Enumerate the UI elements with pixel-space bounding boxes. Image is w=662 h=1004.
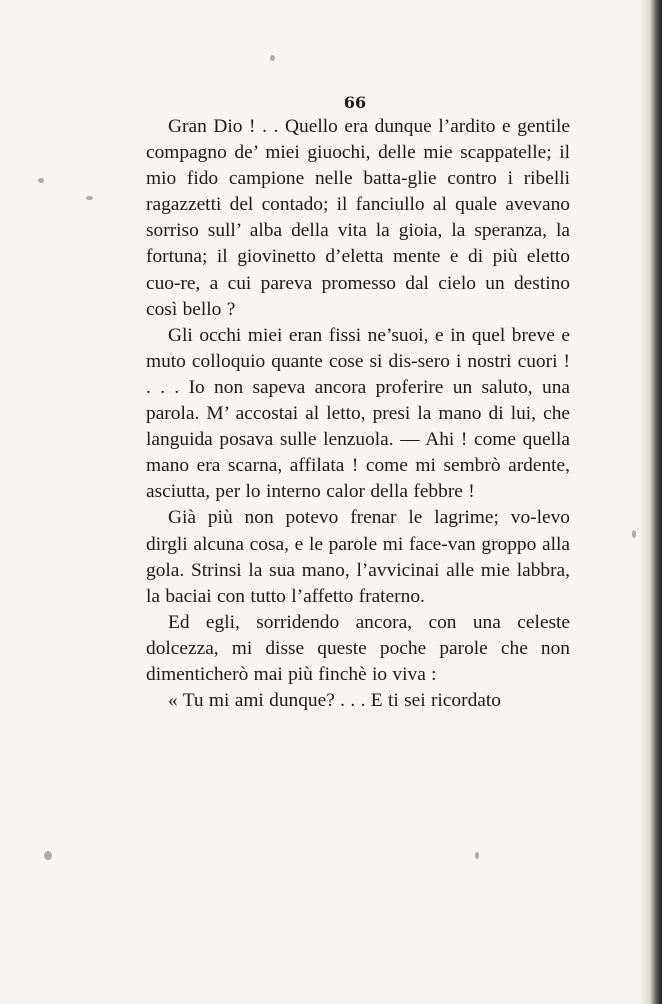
paper-speck <box>86 196 93 200</box>
page-number: 66 <box>343 93 367 112</box>
paragraph: Ed egli, sorridendo ancora, con una celeste dolcezza, mi disse queste poche parole che non dimenticherò mai più finchè io viva : <box>146 611 570 685</box>
paper-speck <box>475 852 479 859</box>
paper-speck <box>270 55 275 61</box>
paragraph: « Tu mi ami dunque? . . . E ti sei ricordato <box>168 690 501 712</box>
body-text <box>146 114 570 714</box>
paragraph: Già più non potevo frenar le lagrime; vo-levo dirgli alcuna cosa, e le parole mi face-van groppo alla gola. Strinsi la sua mano, l’avvicinai alle mie labbra, la baciai con tutto l’affetto fraterno. <box>146 507 570 607</box>
paper-speck <box>632 530 636 538</box>
paper-speck <box>44 851 52 860</box>
binding-shadow <box>640 0 662 1004</box>
paragraph: Gran Dio ! . . Quello era dunque l’ardito e gentile compagno de’ miei giuochi, delle mie scappatelle; il mio fido campione nelle batta-glie contro i ribelli ragazzetti del contado; il fanciullo al quale avevano sorriso sull’ alba della vita la gioia, la speranza, la fortuna; il giovinetto d’eletta mente e di più eletto cuo-re, a cui pareva promesso dal cielo un destino così bello ? <box>146 116 570 320</box>
paragraph: Gli occhi miei eran fissi ne’suoi, e in quel breve e muto colloquio quante cose si dis-sero i nostri cuori ! . . . Io non sapeva ancora proferire un saluto, una parola. M’ accostai al letto, presi la mano di lui, che languida posava sulle lenzuola. — Ahi ! come quella mano era scarna, affilata ! come mi sembrò ardente, asciutta, per lo interno calor della febbre ! <box>146 324 570 503</box>
paper-speck <box>38 178 44 183</box>
